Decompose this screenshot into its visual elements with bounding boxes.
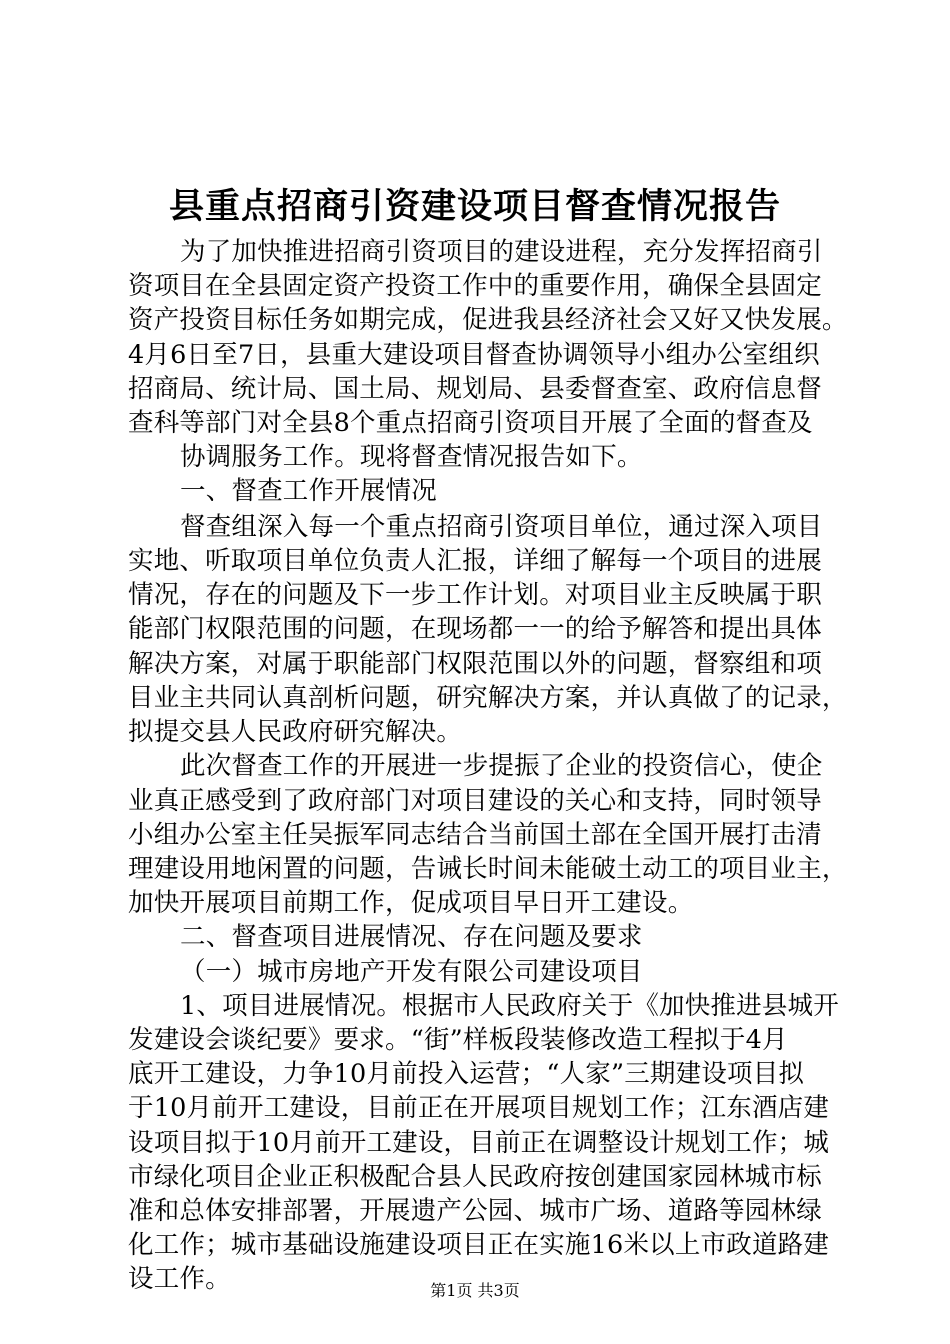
body-line: 拟提交县人民政府研究解决。 [128,717,463,747]
body-line: 理建设用地闲置的问题，告诫长时间未能破土动工的项目业主， [128,854,848,884]
body-line: 业真正感受到了政府部门对项目建设的关心和支持，同时领导 [128,786,822,816]
body-line: 招商局、统计局、国土局、规划局、县委督查室、政府信息督 [128,374,822,404]
body-line: 设项目拟于10月前开工建设，目前正在调整设计规划工作；城 [128,1128,830,1158]
body-line: 化工作；城市基础设施建设项目正在实施16米以上市政道路建 [128,1230,830,1260]
body-line: 协调服务工作。现将督查情况报告如下。 [180,442,643,472]
page-number: 第1页 共3页 [430,1281,520,1300]
body-line: 设工作。 [128,1264,231,1294]
body-line: （一）城市房地产开发有限公司建设项目 [180,957,643,987]
body-line: 加快开展项目前期工作，促成项目早日开工建设。 [128,888,694,918]
body-line: 发建设会谈纪要》要求。“街”样板段装修改造工程拟于4月 [128,1025,788,1055]
body-line: 督查组深入每一个重点招商引资项目单位，通过深入项目 [180,512,823,542]
body-line: 于10月前开工建设，目前正在开展项目规划工作；江东酒店建 [128,1093,830,1123]
body-line: 为了加快推进招商引资项目的建设进程，充分发挥招商引 [180,237,823,267]
body-line: 资项目在全县固定资产投资工作中的重要作用，确保全县固定 [128,271,822,301]
body-line: 准和总体安排部署，开展遗产公园、城市广场、道路等园林绿 [128,1196,822,1226]
body-line: 查科等部门对全县8个重点招商引资项目开展了全面的督查及 [128,408,813,438]
body-line: 4月6日至7日，县重大建设项目督查协调领导小组办公室组织 [128,340,820,370]
body-line: 目业主共同认真剖析问题，研究解决方案，并认真做了的记录， [128,683,848,713]
body-line: 解决方案，对属于职能部门权限范围以外的问题，督察组和项 [128,649,822,679]
body-line: 市绿化项目企业正积极配合县人民政府按创建国家园林城市标 [128,1162,822,1192]
body-line: 资产投资目标任务如期完成，促进我县经济社会又好又快发展。 [128,305,848,335]
body-line: 1、项目进展情况。根据市人民政府关于《加快推进县城开 [180,991,839,1021]
body-line: 二、督查项目进展情况、存在问题及要求 [180,922,643,952]
body-line: 实地、听取项目单位负责人汇报，详细了解每一个项目的进展 [128,546,822,576]
document-title: 县重点招商引资建设项目督查情况报告 [168,187,781,227]
body-line: 底开工建设，力争10月前投入运营；“人家”三期建设项目拟 [128,1059,805,1089]
body-line: 情况，存在的问题及下一步工作计划。对项目业主反映属于职 [128,580,822,610]
body-line: 此次督查工作的开展进一步提振了企业的投资信心，使企 [180,751,823,781]
body-line: 一、督查工作开展情况 [180,476,438,506]
body-line: 小组办公室主任吴振军同志结合当前国土部在全国开展打击清 [128,820,822,850]
body-line: 能部门权限范围的问题，在现场都一一的给予解答和提出具体 [128,614,822,644]
